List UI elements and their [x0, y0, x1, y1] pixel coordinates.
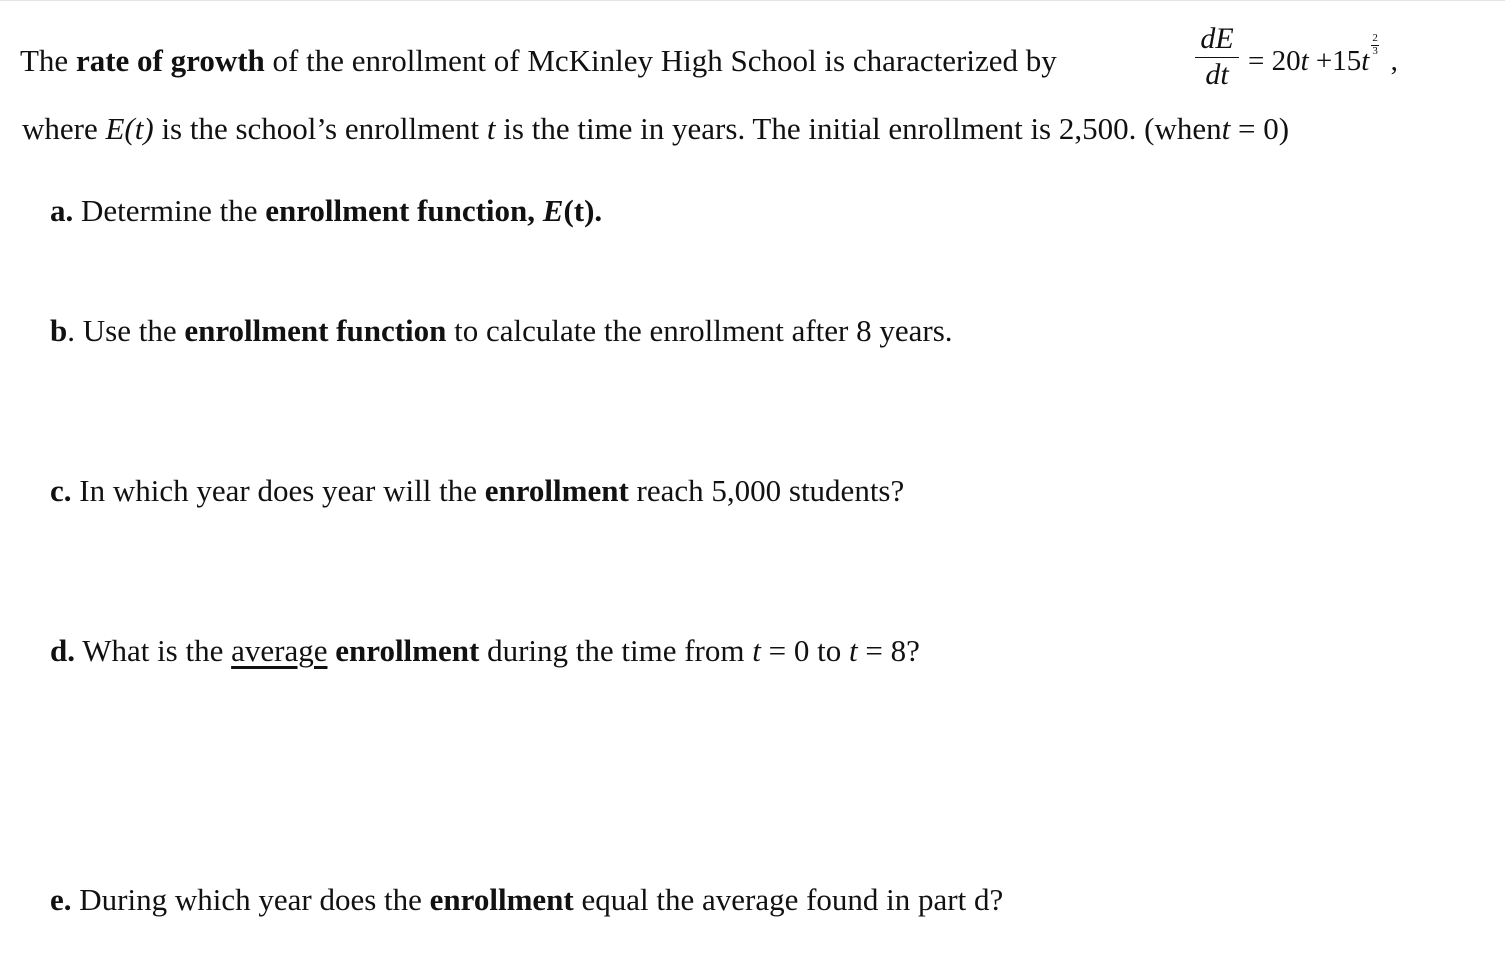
intro-text: is the time in years. The initial enrollment is 2,500. (when — [495, 111, 1222, 146]
rhs-expression: = 20t +15t — [1248, 45, 1370, 77]
exponent-denominator: 3 — [1372, 45, 1378, 57]
intro-text: where — [22, 111, 106, 146]
intro-text: The — [20, 43, 76, 78]
question-text: What is the — [75, 633, 232, 668]
rate-of-growth-term: rate of growth — [75, 43, 265, 78]
question-a — [50, 193, 602, 229]
question-letter: b — [50, 313, 68, 348]
question-e — [50, 882, 1003, 918]
rate-equation-rhs — [1248, 32, 1398, 78]
initial-condition: = 0) — [1230, 111, 1290, 146]
question-text: to calculate the enrollment after 8 years. — [446, 313, 953, 348]
enrollment-function-symbol: E(t) — [105, 111, 154, 146]
question-text: , — [527, 193, 543, 228]
question-c — [50, 473, 904, 509]
question-text: In which year does year will the — [71, 473, 485, 508]
question-keyword: enrollment function — [265, 193, 528, 228]
question-keyword: enrollment — [335, 633, 480, 668]
derivative-denominator: dt — [1205, 58, 1229, 91]
time-variable: t — [486, 111, 496, 146]
question-keyword: enrollment function — [184, 313, 447, 348]
time-variable: t — [1221, 111, 1231, 146]
question-text: = 0 to — [760, 633, 849, 668]
fractional-exponent — [1369, 32, 1383, 64]
intro-line-1 — [20, 43, 1057, 79]
intro-text: is the school’s enrollment — [153, 111, 487, 146]
intro-text: of the enrollment of McKinley High School is characterized by — [264, 43, 1057, 78]
derivative-numerator: dE — [1200, 22, 1234, 55]
derivative-fraction — [1193, 23, 1241, 92]
exponent-numerator: 2 — [1372, 32, 1378, 44]
question-letter: a. — [50, 193, 74, 228]
question-text: = 8? — [857, 633, 920, 668]
rhs-tail: , — [1383, 45, 1398, 77]
question-letter: e. — [50, 882, 72, 917]
question-b — [50, 313, 953, 349]
question-text: . Use the — [67, 313, 185, 348]
time-variable: t — [848, 633, 858, 668]
question-text: reach 5,000 students? — [628, 473, 905, 508]
question-letter: c. — [50, 473, 72, 508]
function-argument: (t). — [563, 193, 603, 228]
question-text: during the time from — [479, 633, 753, 668]
question-d — [50, 633, 920, 669]
intro-line-2 — [22, 111, 1289, 147]
question-text: equal the average found in part d? — [573, 882, 1004, 917]
time-variable: t — [752, 633, 761, 668]
question-text: During which year does the — [71, 882, 430, 917]
question-keyword: enrollment — [429, 882, 574, 917]
underlined-word: average — [231, 633, 328, 668]
question-letter: d. — [50, 633, 75, 668]
question-keyword: enrollment — [484, 473, 629, 508]
question-text: Determine the — [73, 193, 266, 228]
function-name: E — [542, 193, 564, 228]
